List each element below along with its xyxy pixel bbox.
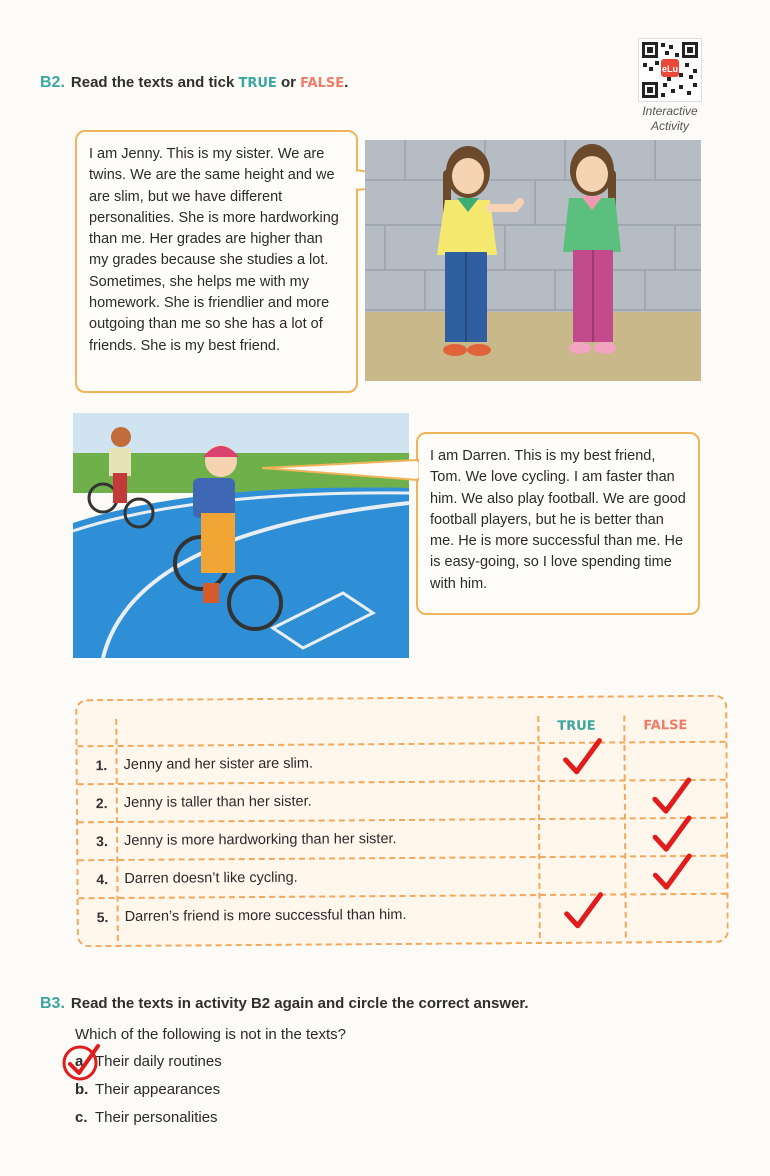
tick-icon[interactable]: [562, 738, 602, 778]
b2-false-word: FALSE: [300, 76, 345, 91]
jenny-speech-bubble: [75, 130, 358, 393]
qr-caption-line2: Activity: [650, 119, 689, 133]
true-false-table: [75, 695, 729, 948]
row-number: 3.: [96, 833, 108, 850]
qr-code-graphic: [639, 39, 701, 101]
b3-instruction: Read the texts in activity B2 again and circle the correct answer.: [70, 995, 529, 1012]
row-number: 5.: [96, 909, 109, 926]
tick-icon[interactable]: [563, 892, 603, 932]
tick-icon[interactable]: [652, 853, 692, 893]
qr-logo-text: eLu: [661, 64, 679, 74]
b2-period: .: [344, 74, 349, 91]
row-number: 2.: [95, 795, 108, 812]
b2-or-word: or: [280, 74, 296, 91]
true-column-header: TRUE: [557, 718, 596, 734]
row-statement: Jenny is more hardworking than her sister.: [124, 831, 397, 849]
tick-icon[interactable]: [652, 815, 692, 855]
row-statement: Darren doesn’t like cycling.: [124, 869, 298, 887]
row-number: 4.: [96, 871, 109, 888]
table-row: [78, 779, 726, 822]
table-row: [78, 817, 726, 860]
row-statement: Jenny and her sister are slim.: [123, 755, 314, 773]
qr-caption: [622, 104, 718, 134]
b2-true-word: TRUE: [238, 76, 277, 91]
b3-number: B3.: [40, 995, 65, 1012]
option-label: a.: [75, 1053, 88, 1070]
darren-speech-bubble: [416, 432, 700, 615]
answer-circle-tick-icon: [60, 1042, 112, 1082]
row-statement: Jenny is taller than her sister.: [123, 793, 312, 811]
b2-heading: [40, 74, 348, 92]
qr-code[interactable]: [638, 38, 702, 102]
row-statement: Darren’s friend is more successful than him.: [124, 906, 407, 925]
option-text: Their daily routines: [95, 1053, 222, 1070]
row-number: 1.: [95, 757, 108, 774]
b3-heading: [40, 995, 529, 1013]
option-text: Their appearances: [95, 1081, 221, 1098]
darren-text: I am Darren. This is my best friend, Tom. We love cycling. I am faster than him. We also play football. We are good football players, but he is better than me. He is more successful than me. He is easy-going, so I love spending time with him.: [430, 448, 686, 592]
twins-illustration: [365, 140, 701, 381]
darren-bubble-tail: [262, 458, 420, 488]
option-c[interactable]: [75, 1109, 218, 1126]
cycling-illustration: [73, 413, 409, 658]
table-row: [78, 855, 726, 898]
tick-icon[interactable]: [652, 777, 692, 817]
option-text: Their personalities: [95, 1109, 218, 1126]
option-label: b.: [75, 1081, 89, 1098]
option-b[interactable]: [75, 1081, 220, 1098]
option-label: c.: [75, 1109, 88, 1126]
table-row: [77, 741, 725, 784]
false-column-header: FALSE: [643, 718, 688, 734]
b2-instruction: Read the texts and tick: [70, 74, 235, 91]
b2-number: B2.: [40, 74, 65, 91]
jenny-text: I am Jenny. This is my sister. We are twins. We are the same height and we are slim, but we have different personalities. She is more hardworking than me. Her grades are higher than my grades because she studies a lot. Sometimes, she helps me with my homework. She is friendlier and more outgoing than me so she has a lot of friends. She is my best friend.: [89, 146, 339, 354]
qr-caption-line1: Interactive: [642, 104, 698, 118]
b3-question: Which of the following is not in the texts?: [75, 1026, 346, 1043]
table-row: [79, 893, 727, 936]
